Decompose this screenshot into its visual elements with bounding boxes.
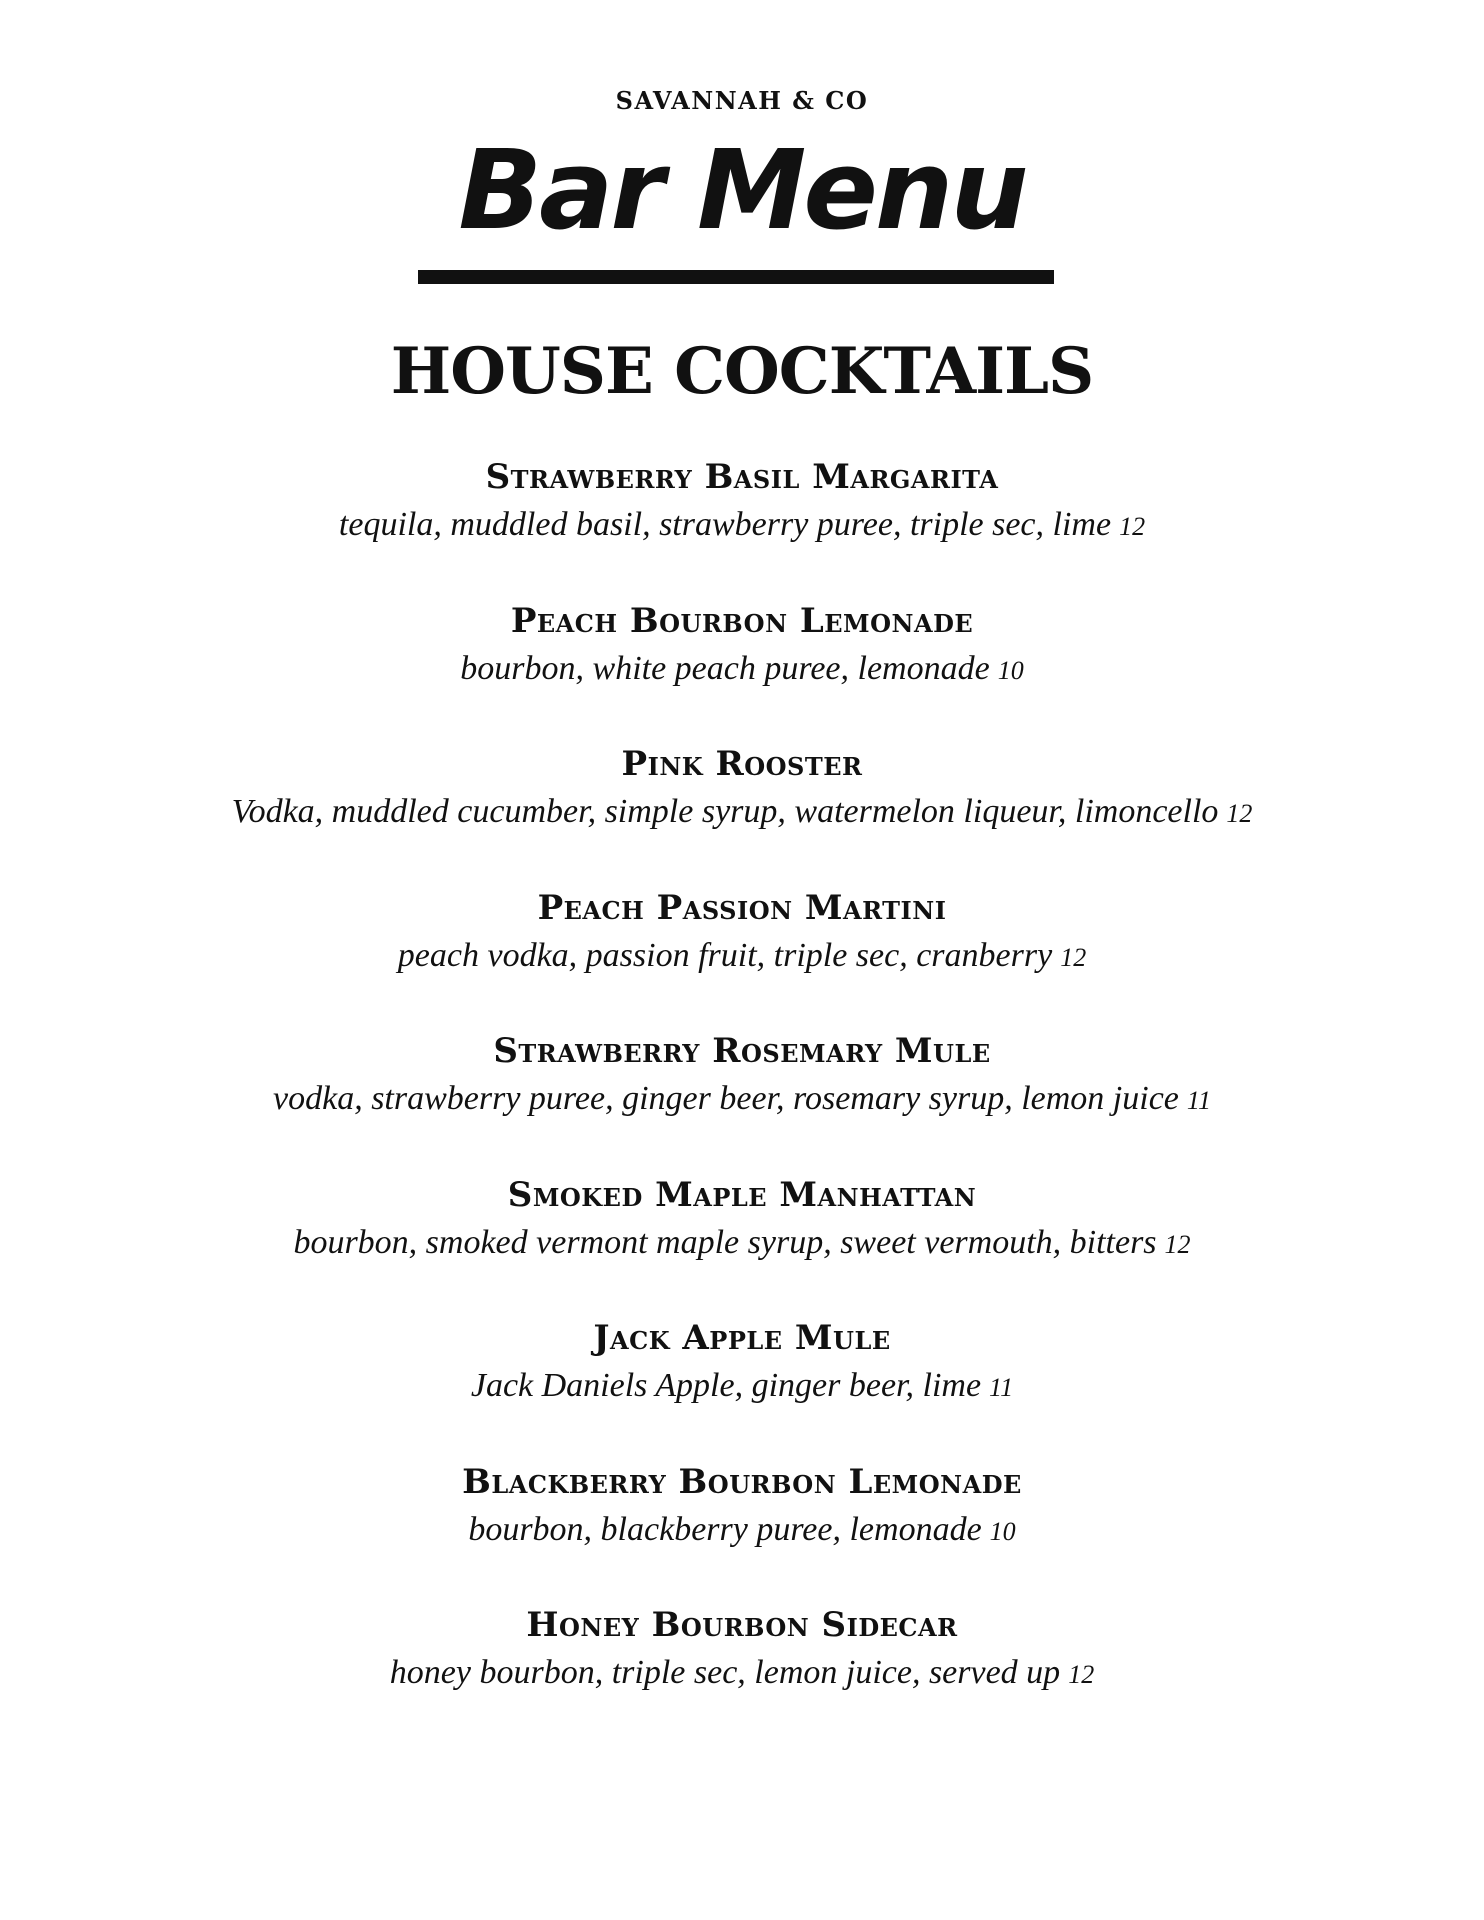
menu-item	[0, 455, 1484, 599]
item-description: vodka, strawberry puree, ginger beer, rosemary syrup, lemon juice	[273, 1080, 1179, 1117]
item-name: Peach Passion Martini	[537, 887, 947, 928]
item-description: bourbon, white peach puree, lemonade	[460, 649, 990, 687]
item-name: Blackberry Bourbon Lemonade	[462, 1461, 1022, 1502]
item-name: Strawberry Basil Margarita	[485, 457, 999, 497]
item-description-line	[0, 790, 1484, 836]
item-description: Vodka, muddled cucumber, simple syrup, watermelon liqueur, limoncello	[231, 793, 1219, 830]
item-description-line	[0, 1651, 1484, 1697]
item-description: bourbon, smoked vermont maple syrup, sweet vermouth, bitters	[293, 1223, 1157, 1261]
item-price: 12	[1119, 512, 1146, 541]
item-description: peach vodka, passion fruit, triple sec, cranberry	[397, 936, 1053, 974]
item-description-line	[0, 1364, 1484, 1410]
menu-item	[0, 742, 1484, 886]
cocktail-list	[0, 455, 1484, 1747]
menu-item	[0, 1460, 1484, 1604]
item-price: 12	[1164, 1229, 1191, 1259]
item-name: Jack Apple Mule	[593, 1318, 891, 1358]
menu-item	[0, 1029, 1484, 1173]
menu-title: Bar Menu	[458, 126, 1026, 254]
item-description-line	[0, 1508, 1484, 1554]
item-description: honey bourbon, triple sec, lemon juice, served up	[389, 1654, 1061, 1691]
menu-item	[0, 1316, 1484, 1460]
item-description-line	[0, 1221, 1484, 1267]
menu-item	[0, 1173, 1484, 1317]
item-name: Honey Bourbon Sidecar	[526, 1605, 958, 1645]
item-price: 12	[1068, 1660, 1095, 1689]
item-name: Peach Bourbon Lemonade	[510, 600, 974, 641]
item-price: 12	[1060, 942, 1087, 972]
title-divider	[418, 270, 1054, 284]
item-price: 10	[997, 655, 1024, 685]
section-title: HOUSE COCKTAILS	[390, 334, 1094, 409]
restaurant-name: SAVANNAH & CO	[615, 86, 869, 115]
item-name: Smoked Maple Manhattan	[507, 1174, 977, 1215]
menu-item	[0, 599, 1484, 743]
item-description: bourbon, blackberry puree, lemonade	[468, 1510, 982, 1548]
item-description-line	[0, 934, 1484, 980]
item-price: 12	[1226, 799, 1253, 828]
item-description: Jack Daniels Apple, ginger beer, lime	[470, 1367, 982, 1404]
item-name: Strawberry Rosemary Mule	[493, 1031, 991, 1071]
item-price: 11	[1186, 1086, 1211, 1115]
item-description-line	[0, 647, 1484, 693]
item-description-line	[0, 1077, 1484, 1123]
item-description: tequila, muddled basil, strawberry puree, triple sec, lime	[338, 506, 1112, 543]
item-name: Pink Rooster	[621, 744, 863, 784]
item-price: 10	[989, 1516, 1016, 1546]
item-price: 11	[989, 1373, 1014, 1402]
menu-item	[0, 886, 1484, 1030]
menu-item	[0, 1603, 1484, 1747]
item-description-line	[0, 503, 1484, 549]
